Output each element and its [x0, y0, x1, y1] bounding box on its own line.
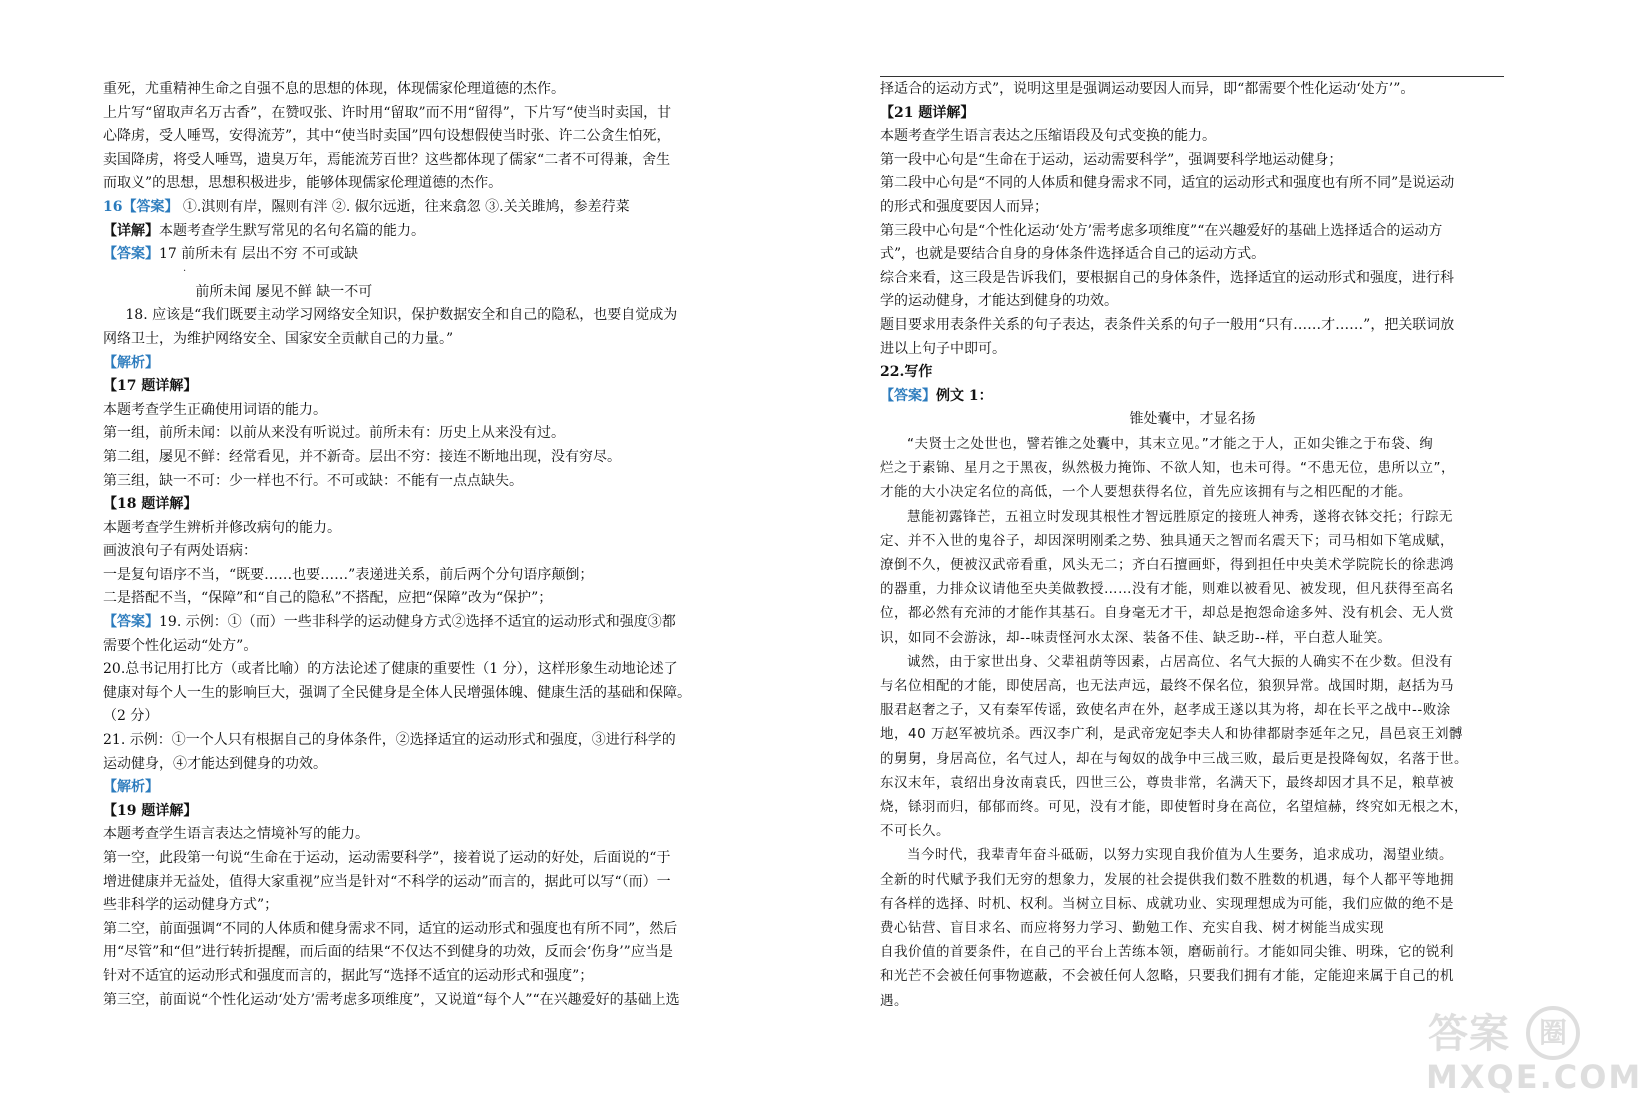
text-line: 第一空，此段第一句说“生命在于运动，运动需要科学”，接着说了运动的好处，后面说的“于	[103, 850, 671, 866]
text-line: 本题考查学生语言表达之情境补写的能力。	[103, 826, 369, 843]
text-line: （2 分）	[103, 708, 159, 725]
text-line: 进以上句子中即可。	[880, 340, 1006, 357]
text-line: 用“尽管”和“但”进行转折提醒，而后面的结果“不仅达不到健身的功效，反而会‘伤身’”应当是	[103, 944, 673, 961]
stray-dot: ·	[183, 266, 187, 277]
text-line: 需要个性化运动“处方”。	[103, 637, 258, 654]
text-line: 增进健康并无益处，值得大家重视”应当是针对“不科学的运动”而言的，据此可以写“（而）一	[103, 873, 671, 890]
essay-line: 不可长久。	[880, 823, 950, 840]
text-line: 综合来看，这三段是告诉我们，要根据自己的身体条件，选择适宜的运动形式和强度，进行科	[880, 269, 1454, 286]
text-line: 运动健身，④才能达到健身的功效。	[103, 755, 327, 772]
essay-title: 锥处囊中，才显名扬	[1129, 411, 1256, 428]
answer-16	[103, 196, 728, 220]
essay-line: 与名位相配的才能，即使居高，也无法声远，最终不保名位，狼狈异常。战国时期，赵括为马	[880, 677, 1454, 694]
section-heading-18: 【18 题详解】	[103, 496, 198, 513]
essay-line: 和光芒不会被任何事物遮蔽，不会被任何人忽略，只要我们拥有才能，定能迎来属于自己的机	[880, 968, 1454, 985]
text-line: 择适合的运动方式”，说明这里是强调运动要因人而异，即“都需要个性化运动‘处方’”。	[880, 81, 1415, 97]
detail-text: 本题考查学生默写常见的名句名篇的能力。	[159, 222, 425, 239]
essay-line: 遇。	[880, 992, 908, 1009]
answer-text: 19. 示例：①（而）一些非科学的运动健身方式②选择不适宜的运动形式和强度③都	[159, 614, 676, 631]
answer-tag: 【答案】	[103, 614, 159, 631]
detail-tag: 【详解】	[103, 222, 159, 239]
text-line: 式”，也就是要结合自身的身体条件选择适合自己的运动方式。	[880, 246, 1266, 263]
essay-line: 的舅舅，身居高位，名气过人，却在与匈奴的战争中三战三败，最后更是投降匈奴，名落于世。	[880, 750, 1468, 767]
text-line: 学的运动健身，才能达到健身的功效。	[880, 293, 1118, 310]
question-22: 22.写作	[880, 364, 933, 381]
question-number: 16	[103, 198, 123, 215]
answer-18-line2: 网络卫士，为维护网络安全、国家安全贡献自己的力量。”	[103, 330, 454, 347]
text-line: 第二组，屡见不鲜：经常看见，并不新奇。层出不穷：接连不断地出现，没有穷尽。	[103, 448, 621, 465]
essay-line: 慧能初露锋芒，五祖立时发现其根性才智远胜原定的接班人神秀，遂将衣钵交托；行踪无	[907, 508, 1453, 525]
text-line: 健康对每个人一生的影响巨大，强调了全民健身是全体人民增强体魄、健康生活的基础和保障。	[103, 684, 691, 701]
text-line: 第二空，前面强调“不同的人体质和健身需求不同，适宜的运动形式和强度也有所不同”，然后	[103, 920, 678, 937]
answer-text: 例文 1：	[936, 387, 993, 404]
answer-tag: 【答案】	[122, 198, 179, 215]
answer-22	[880, 385, 1505, 409]
watermark-logo	[1418, 1002, 1642, 1102]
header-rule	[880, 76, 1504, 77]
text-line: 针对不适宜的运动形式和强度而言的，据此写“选择不适宜的运动形式和强度”；	[103, 967, 594, 984]
section-heading-21: 【21 题详解】	[880, 104, 975, 121]
watermark-circle-icon: 圈	[1526, 1006, 1580, 1060]
essay-line: 有各样的选择、时机、权利。当树立目标、成就功业、实现理想成为可能，我们应做的绝不是	[880, 895, 1454, 912]
text-line: 些非科学的运动健身方式”；	[103, 897, 279, 914]
essay-line: 才能的大小决定名位的高低，一个人要想获得名位，首先应该拥有与之相匹配的才能。	[880, 484, 1412, 501]
text-line: 一是复句语序不当，“既要……也要……”表递进关系，前后两个分句语序颠倒；	[103, 566, 594, 583]
essay-line: 的器重，力排众议请他至央美做教授……没有才能，则难以被看见、被发现，但凡获得至高名	[880, 581, 1454, 598]
text-line: 二是搭配不当，“保障”和“自己的隐私”不搭配，应把“保障”改为“保护”；	[103, 590, 553, 607]
essay-line: 识，如同不会游泳，却--味责怪河水太深、装备不佳、缺乏助--样，平白惹人耻笑。	[880, 629, 1392, 646]
section-heading-19: 【19 题详解】	[103, 802, 198, 819]
watermark-top-text: 答案	[1428, 1011, 1510, 1057]
section-heading-17: 【17 题详解】	[103, 378, 198, 395]
text-line: 心降虏，受人唾骂，安得流芳”，其中“使当时卖国”四句设想假使当时张、许二公贪生怕死，	[103, 128, 671, 145]
text-line: 本题考查学生正确使用词语的能力。	[103, 401, 327, 418]
answer-20: 20.总书记用打比方（或者比喻）的方法论述了健康的重要性（1 分），这样形象生动地论述了	[103, 661, 678, 678]
answer-text: 17 前所未有 层出不穷 不可或缺	[159, 246, 359, 263]
essay-line: 烂之于素锦、星月之于黑夜，纵然极力掩饰、不欲人知，也未可得。“不患无位，患所以立”，	[880, 460, 1455, 477]
answer-tag: 【答案】	[880, 387, 936, 404]
text-line: 本题考查学生辨析并修改病句的能力。	[103, 519, 341, 536]
text-line: 第三空，前面说“个性化运动‘处方’需考虑多项维度”，又说道“每个人”“在兴趣爱好的基础上选	[103, 991, 680, 1008]
answer-tag: 【答案】	[103, 246, 159, 263]
answer-19	[103, 611, 728, 635]
answer-17	[103, 243, 728, 267]
analysis-tag: 【解析】	[103, 779, 159, 796]
essay-line: 位，都必然有充沛的才能作其基石。自身毫无才干，却总是抱怨命途多舛、没有机会、无人赏	[880, 605, 1454, 622]
text-line: 画波浪句子有两处语病：	[103, 543, 257, 560]
text-line: 的形式和强度要因人而异；	[880, 198, 1048, 215]
answer-21: 21. 示例：①一个人只有根据自己的身体条件，②选择适宜的运动形式和强度，③进行科学的	[103, 732, 676, 749]
essay-line: 定、并不入世的鬼谷子，却因深明刚柔之势、独具通天之智而名震天下；司马相如下笔成赋，	[880, 532, 1454, 549]
essay-body	[880, 432, 1505, 1013]
answer-18-line1: 18. 应该是“我们既要主动学习网络安全知识，保护数据安全和自己的隐私，也要自觉成为	[125, 307, 678, 324]
text-line: 卖国降虏，将受人唾骂，遗臭万年，焉能流芳百世？这些都体现了儒家“二者不可得兼，舍生	[103, 151, 671, 168]
essay-line: 自我价值的首要条件，在自己的平台上苦练本领，磨砺前行。才能如同尖锥、明珠，它的锐利	[880, 944, 1454, 961]
essay-line: 服君赵奢之子，又有秦军传谣，致使名声在外，赵孝成王遂以其为将，却在长平之战中--败涂	[880, 702, 1451, 719]
answer-text: ①.淇则有岸，隰则有泮 ②. 俶尔远逝，往来翕忽 ③.关关雎鸠，参差荇菜	[178, 198, 630, 215]
answer-17-line2: 前所未闻 屡见不鲜 缺一不可	[195, 283, 373, 300]
text-line: 第一组，前所未闻：以前从来没有听说过。前所未有：历史上从来没有过。	[103, 425, 565, 442]
right-column	[880, 78, 1505, 1013]
essay-line: 全新的时代赋予我们无穷的想象力，发展的社会提供我们数不胜数的机遇，每个人都平等地拥	[880, 871, 1454, 888]
text-line: 第二段中心句是“不同的人体质和健身需求不同，适宜的运动形式和强度也有所不同”是说运动	[880, 175, 1455, 192]
essay-line: 东汉末年，袁绍出身汝南袁氏，四世三公，尊贵非常，名满天下，最终却因才具不足，粮草被	[880, 774, 1454, 791]
left-column	[103, 78, 728, 1012]
text-line: 第三组，缺一不可：少一样也不行。不可或缺：不能有一点点缺失。	[103, 472, 523, 489]
essay-line: 地，40 万赵军被坑杀。西汉李广利，是武帝宠妃李夫人和协律都尉李延年之兄，昌邑哀王刘髆	[880, 726, 1463, 743]
essay-line: 潦倒不久，便被汉武帝看重，风头无二；齐白石擅画虾，得到担任中央美术学院院长的徐悲鸿	[880, 556, 1454, 573]
essay-line: 诚然，由于家世出身、父辈祖荫等因素，占居高位、名气大振的人确实不在少数。但没有	[907, 653, 1453, 670]
text-line: 第一段中心句是“生命在于运动，运动需要科学”，强调要科学地运动健身；	[880, 151, 1343, 168]
text-line: 上片写“留取声名万古香”，在赞叹张、许时用“留取”而不用“留得”，下片写“使当时卖国，甘	[103, 104, 672, 121]
analysis-tag: 【解析】	[103, 354, 159, 371]
watermark-domain-text: MXQE.COM	[1426, 1058, 1642, 1096]
essay-line: “夫贤士之处世也，譬若锥之处囊中，其末立见。”才能之于人，正如尖锥之于布袋、绚	[907, 435, 1434, 452]
essay-line: 当今时代，我辈青年奋斗砥砺，以努力实现自我价值为人生要务，追求成功，渴望业绩。	[907, 847, 1453, 864]
essay-line: 费心钻营、盲目求名、而应将努力学习、勤勉工作、充实自我、树才树能当成实现	[880, 919, 1384, 936]
text-line: 本题考查学生语言表达之压缩语段及句式变换的能力。	[880, 128, 1216, 145]
text-line: 重死，尤重精神生命之自强不息的思想的体现，体现儒家伦理道德的杰作。	[103, 81, 565, 97]
text-line: 题目要求用表条件关系的句子表达，表条件关系的句子一般用“只有……才……”，把关联词放	[880, 316, 1455, 333]
essay-line: 烧，铩羽而归，郁郁而终。可见，没有才能，即使暂时身在高位，名望煊赫，终究如无根之木，	[880, 798, 1468, 815]
text-line: 第三段中心句是“个性化运动‘处方’需考虑多项维度”“在兴趣爱好的基础上选择适合的运动方	[880, 222, 1443, 239]
detail-16	[103, 220, 728, 244]
text-line: 而取义”的思想，思想积极进步，能够体现儒家伦理道德的杰作。	[103, 175, 503, 192]
